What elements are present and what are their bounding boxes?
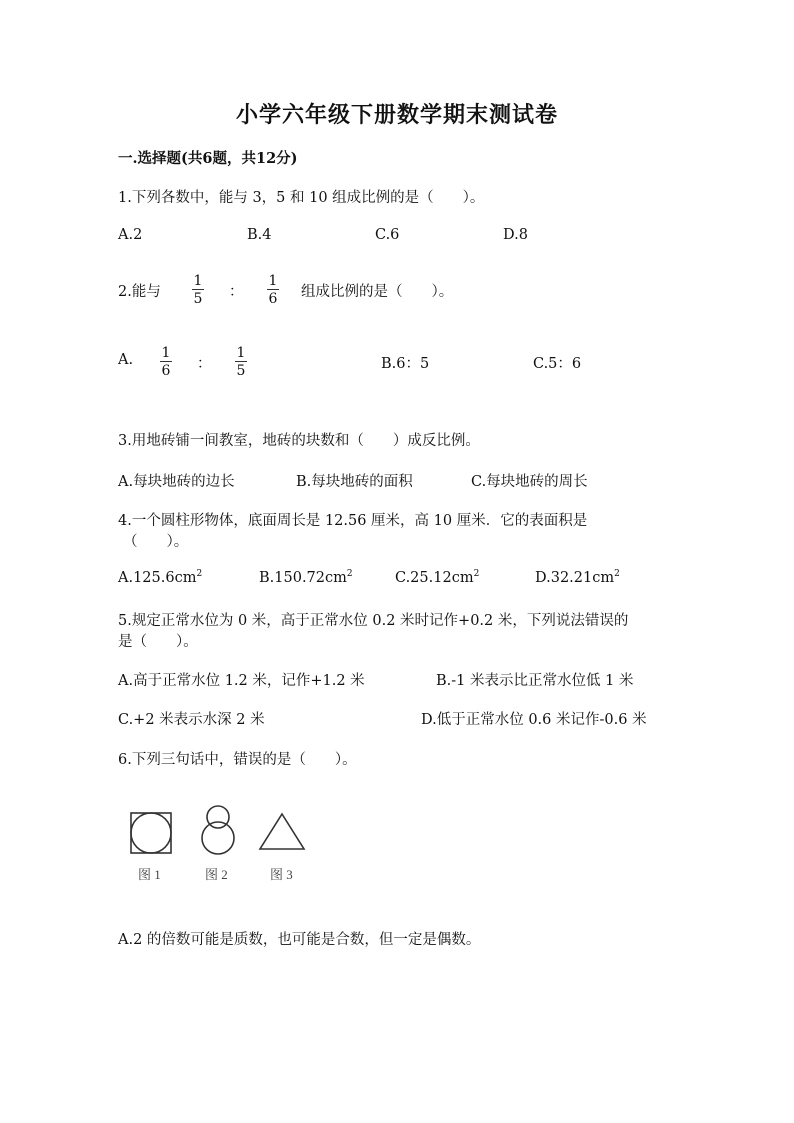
figure-3-triangle: [260, 814, 304, 849]
fraction-numerator: 1: [236, 345, 246, 361]
question-2-option-c: C.5：6: [533, 356, 582, 372]
fraction-denominator: 6: [161, 363, 171, 379]
superscript: 2: [614, 569, 620, 579]
option-text: C.25.12cm: [395, 569, 474, 586]
question-2-colon: ：: [229, 284, 244, 300]
option-text: D.32.21cm: [535, 569, 615, 586]
figure-1-label: 图 1: [138, 867, 161, 882]
question-1-option-d: D.8: [503, 227, 528, 243]
superscript: 2: [346, 569, 353, 579]
page-title: 小学六年级下册数学期末测试卷: [235, 102, 558, 128]
question-5-option-c: C.+2 米表示水深 2 米: [118, 712, 265, 728]
question-2-fraction-2: [263, 273, 283, 307]
question-6-option-a: A.2 的倍数可能是质数，也可能是合数，但一定是偶数。: [118, 932, 481, 948]
figure-3-label: 图 3: [270, 867, 293, 882]
fraction-bar: [192, 289, 204, 290]
question-2-prefix: 2.能与: [118, 284, 161, 300]
fraction-denominator: 5: [193, 291, 203, 307]
section-heading: 一.选择题(共6题，共12分): [118, 150, 298, 167]
question-4-option-a: [118, 569, 202, 586]
question-2-option-a-colon: ：: [197, 356, 212, 372]
fraction-bar: [235, 361, 247, 362]
question-1-option-c: C.6: [375, 227, 400, 243]
question-4-stem-line-2: （ ）。: [123, 534, 189, 550]
question-4-option-d: [535, 569, 620, 586]
question-6-stem: 6.下列三句话中，错误的是（ ）。: [118, 752, 357, 768]
superscript: 2: [473, 569, 480, 579]
fraction-denominator: 5: [236, 363, 246, 379]
question-4-option-b: [259, 569, 353, 586]
question-2-option-a-fraction-2: [231, 345, 251, 379]
option-text: A.125.6cm: [118, 569, 197, 586]
fraction-numerator: 1: [193, 273, 203, 289]
question-5-option-b: B.-1 米表示比正常水位低 1 米: [436, 673, 634, 689]
question-5-stem-line-1: 5.规定正常水位为 0 米，高于正常水位 0.2 米时记作+0.2 米，下列说法错误的: [118, 613, 629, 629]
question-4-stem-line-1: 4.一个圆柱形物体，底面周长是 12.56 厘米，高 10 厘米．它的表面积是: [118, 513, 588, 529]
question-5-option-d: D.低于正常水位 0.6 米记作-0.6 米: [421, 712, 647, 728]
figure-2-two-circles: [202, 806, 234, 854]
question-2-fraction-1: [188, 273, 208, 307]
option-text: B.150.72cm: [259, 569, 347, 586]
fraction-bar: [267, 289, 279, 290]
question-6-figures: [124, 800, 314, 862]
question-1-option-a: A.2: [118, 227, 143, 243]
question-2-option-a-label: A.: [118, 352, 134, 368]
question-1-option-b: B.4: [247, 227, 272, 243]
question-3-option-b: B.每块地砖的面积: [296, 474, 413, 490]
fraction-numerator: 1: [161, 345, 171, 361]
figure-1-square-with-circle: [131, 813, 171, 853]
fraction-numerator: 1: [268, 273, 278, 289]
fraction-bar: [160, 361, 172, 362]
question-2-option-b: B.6：5: [381, 356, 430, 372]
question-4-option-c: [395, 569, 479, 586]
question-2-option-a-fraction-1: [156, 345, 176, 379]
question-3-option-a: A.每块地砖的边长: [118, 474, 235, 490]
question-5-option-a: A.高于正常水位 1.2 米，记作+1.2 米: [118, 673, 365, 689]
superscript: 2: [196, 569, 203, 579]
question-3-stem: 3.用地砖铺一间教室，地砖的块数和（ ）成反比例。: [118, 433, 480, 449]
question-2-suffix: 组成比例的是（ ）。: [301, 284, 454, 300]
figure-2-label: 图 2: [205, 867, 228, 882]
question-5-stem-line-2: 是（ ）。: [118, 634, 198, 650]
question-3-option-c: C.每块地砖的周长: [471, 474, 588, 490]
fraction-denominator: 6: [268, 291, 278, 307]
question-1-stem: 1.下列各数中，能与 3，5 和 10 组成比例的是（ ）。: [118, 190, 485, 206]
